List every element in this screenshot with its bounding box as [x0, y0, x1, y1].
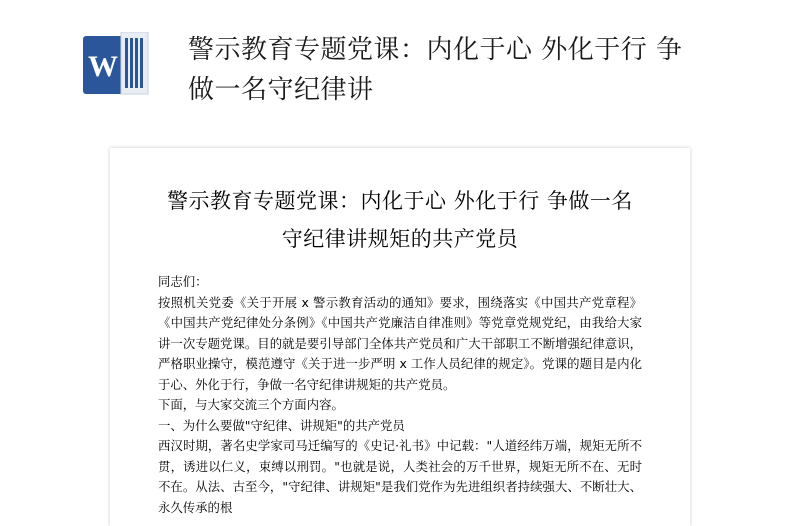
document-paragraph: 下面，与大家交流三个方面内容。 [158, 397, 344, 412]
document-paragraph: 同志们： [158, 274, 208, 289]
word-document-icon [83, 32, 149, 98]
document-paragraph: 按照机关党委《关于开展 x 警示教育活动的通知》要求，围绕落实《中国共产党章程》《中国共产党纪律处分条例》《中国共产党廉洁自律准则》等党章党规党纪，由我给大家讲一次专题党课。目的就是要引导部门全体共产党员和广大干部职工不断增强纪律意识，严格职业操守，模范遵守《关于进一步严明 x 工作人员纪律的规定》。党课的题目是内化于心、外化于行，争做一名守纪律讲规矩的共产党员。 [158, 294, 642, 392]
header-bar [0, 0, 800, 125]
document-body [158, 272, 642, 518]
svg-text:W: W [88, 50, 118, 83]
header-title: 警示教育专题党课：内化于心 外化于行 争做一名守纪律讲 [188, 35, 683, 105]
document-preview-page[interactable] [110, 148, 690, 526]
document-paragraph: 一、为什么要做"守纪律、讲规矩"的共产党员 [158, 417, 405, 433]
document-paragraph: 西汉时期，著名史学家司马迁编写的《史记·礼书》中记载："人道经纬万端，规矩无所不贯，诱进以仁义，束缚以刑罚。"也就是说，人类社会的万千世界，规矩无所不在、无时不在。从法、古至今，"守纪律、讲规矩"是我们党作为先进组织者持续强大、不断壮大、永久传承的根 [158, 438, 642, 515]
document-title: 警示教育专题党课：内化于心 外化于行 争做一名守纪律讲规矩的共产党员 [167, 189, 633, 251]
